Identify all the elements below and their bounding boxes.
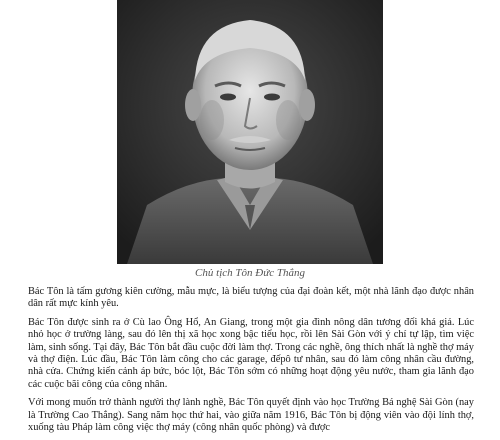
portrait-photo [117,0,383,264]
figure-caption: Chủ tịch Tôn Đức Thắng [195,267,305,279]
paragraph-education: Với mong muốn trở thành người thợ lành nghề, Bác Tôn quyết định vào học Trường Bá nghệ Sài Gòn (nay là Trường Cao Thắng). Sang năm học thứ hai, vào giữa năm 1916, Bác Tôn bị động viên vào đội lính thợ, xuống tàu Pháp làm công việc thợ máy (công nhân quốc phòng) và được [28,397,474,434]
paragraph-intro: Bác Tôn là tấm gương kiên cường, mẫu mực, là biểu tượng của đại đoàn kết, một nhà lãnh đạo được nhân dân rất mực kính yêu. [28,286,474,310]
paragraph-biography: Bác Tôn được sinh ra ở Cù lao Ông Hổ, An Giang, trong một gia đình nông dân tương đối khá giả. Lúc nhỏ học ở trường làng, sau đó lên thị xã học xong bậc tiểu học, rồi lên Sài Gòn với ý chí tự lập, tìm việc làm, sinh sống. Tại đây, Bác Tôn bắt đầu cuộc đời làm thợ. Trong các nghề, ông thích nhất là nghề thợ máy và thợ điện. Lúc đầu, Bác Tôn làm công cho các garage, đếpô tư nhân, sau đó làm công nhân cầu đường, nhà cửa. Chứng kiến cảnh áp bức, bóc lột, Bác Tôn sớm có những hoạt động yêu nước, tham gia lãnh đạo các cuộc bãi công của công nhân. [28,316,474,390]
portrait-image [117,0,383,264]
article-body [28,286,474,440]
